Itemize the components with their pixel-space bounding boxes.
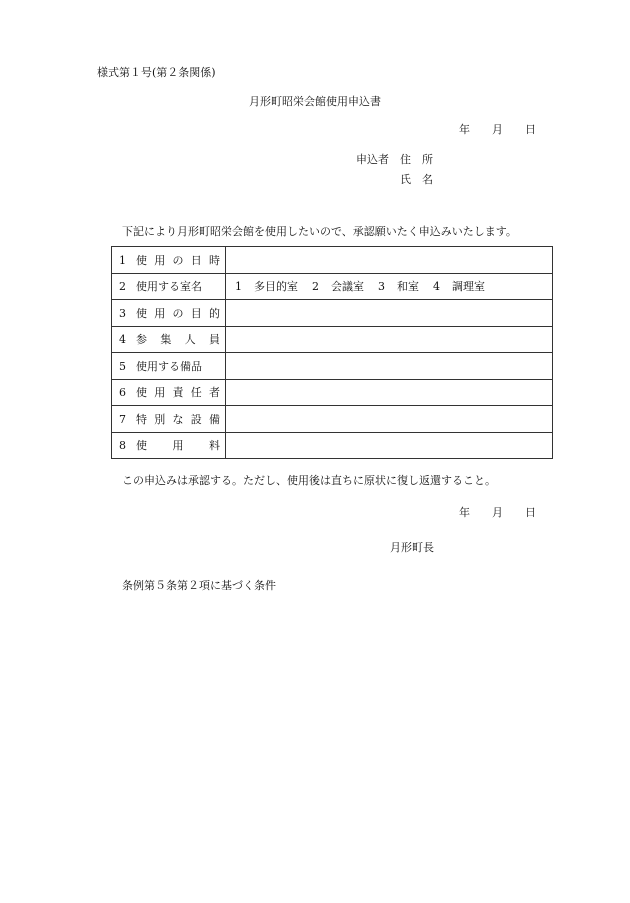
usage-fee-field[interactable]	[226, 432, 553, 459]
applicant-name-line	[356, 171, 433, 187]
table-row	[112, 247, 553, 274]
row-label: 7 特 別 な 設 備	[112, 406, 226, 433]
row-label: 6 使 用 責 任 者	[112, 379, 226, 406]
room-options	[226, 273, 553, 300]
row-label: 4 参 集 人 員	[112, 326, 226, 353]
row-label: 1 使 用 の 日 時	[112, 247, 226, 274]
day-label: 日	[525, 123, 536, 136]
equipment-field[interactable]	[226, 353, 553, 380]
intro-text: 下記により月形町昭栄会館を使用したいので、承認願いたく申込みいたします。	[122, 225, 517, 238]
conditions-text: 条例第５条第２項に基づく条件	[122, 579, 276, 592]
room-option[interactable]: 2 会議室	[312, 280, 364, 294]
applicant-address-line	[356, 151, 433, 167]
usage-purpose-field[interactable]	[226, 300, 553, 327]
attendee-count-field[interactable]	[226, 326, 553, 353]
table-row	[112, 326, 553, 353]
name-label: 氏 名	[400, 173, 433, 186]
row-label: 2 使用する室名	[112, 273, 226, 300]
table-row	[112, 432, 553, 459]
applicant-label: 申込者	[356, 153, 389, 166]
room-option[interactable]: 4 調理室	[433, 280, 485, 294]
table-row	[112, 379, 553, 406]
usage-datetime-field[interactable]	[226, 247, 553, 274]
address-label: 住 所	[400, 153, 433, 166]
day-label: 日	[525, 506, 536, 519]
month-label: 月	[492, 123, 503, 136]
year-label: 年	[459, 123, 470, 136]
row-label: 3 使 用 の 目 的	[112, 300, 226, 327]
form-number: 様式第１号(第２条関係)	[97, 66, 216, 79]
room-option[interactable]: 1 多目的室	[235, 280, 298, 294]
application-date	[459, 121, 536, 137]
room-option[interactable]: 3 和室	[378, 280, 419, 294]
document-title: 月形町昭栄会館使用申込書	[249, 95, 381, 108]
year-label: 年	[459, 506, 470, 519]
issuer-mayor: 月形町長	[390, 541, 434, 554]
table-row	[112, 273, 553, 300]
table-row	[112, 353, 553, 380]
approval-date	[459, 504, 536, 520]
application-table	[111, 246, 553, 459]
special-facilities-field[interactable]	[226, 406, 553, 433]
approval-text: この申込みは承認する。ただし、使用後は直ちに原状に復し返還すること。	[122, 474, 496, 487]
row-label: 8 使 用 料	[112, 432, 226, 459]
month-label: 月	[492, 506, 503, 519]
responsible-person-field[interactable]	[226, 379, 553, 406]
table-row	[112, 406, 553, 433]
table-row	[112, 300, 553, 327]
row-label: 5 使用する備品	[112, 353, 226, 380]
